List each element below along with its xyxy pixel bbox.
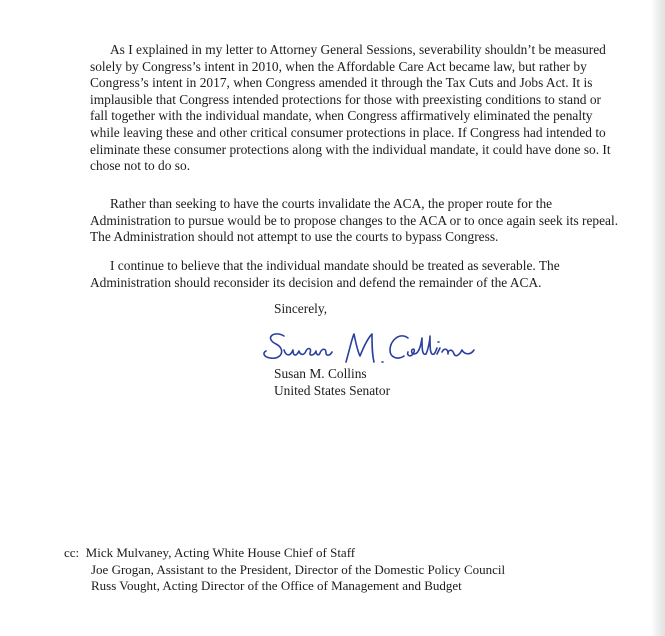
closing-salutation: Sincerely, — [274, 301, 328, 316]
body-paragraph-3: I continue to believe that the individual mandate should be treated as severable. The Administration should reconsider its decision and defend the remainder of the ACA. — [90, 258, 560, 290]
page-edge-shadow — [651, 0, 665, 636]
cc-block — [64, 545, 505, 595]
cc-row-1 — [64, 545, 505, 562]
cc-recipient: Mick Mulvaney, Acting White House Chief of Staff — [85, 545, 356, 560]
cc-row-3 — [64, 578, 505, 595]
handwritten-signature — [262, 326, 487, 370]
signer-title: United States Senator — [274, 383, 391, 398]
signer-name: Susan M. Collins — [274, 366, 367, 381]
cc-label: cc: — [64, 545, 80, 560]
cc-recipient: Joe Grogan, Assistant to the President, Director of the Domestic Policy Council — [91, 561, 506, 577]
body-paragraph-2: Rather than seeking to have the courts invalidate the ACA, the proper route for the Administration to pursue would be to propose changes to the ACA or to once again seek its repeal. The Administration should not attempt to use the courts to bypass Congress. — [90, 196, 619, 245]
cc-recipient: Russ Vought, Acting Director of the Office of Management and Budget — [91, 578, 462, 593]
body-paragraph-1: As I explained in my letter to Attorney General Sessions, severability shouldn’t be measured solely by Congress’s intent in 2010, when the Affordable Care Act became law, but rather by Congress’s intent in 2017, when Congress amended it through the Tax Cuts and Jobs Act. It is implausible that Congress intended protections for those with preexisting conditions to stand or fall together with the individual mandate, when Congress affirmatively eliminated the penalty while leaving these and other critical consumer protections in place. If Congress had intended to eliminate these consumer protections along with the individual mandate, it could have done so. It chose not to do so. — [90, 42, 611, 174]
cc-row-2 — [64, 562, 505, 579]
